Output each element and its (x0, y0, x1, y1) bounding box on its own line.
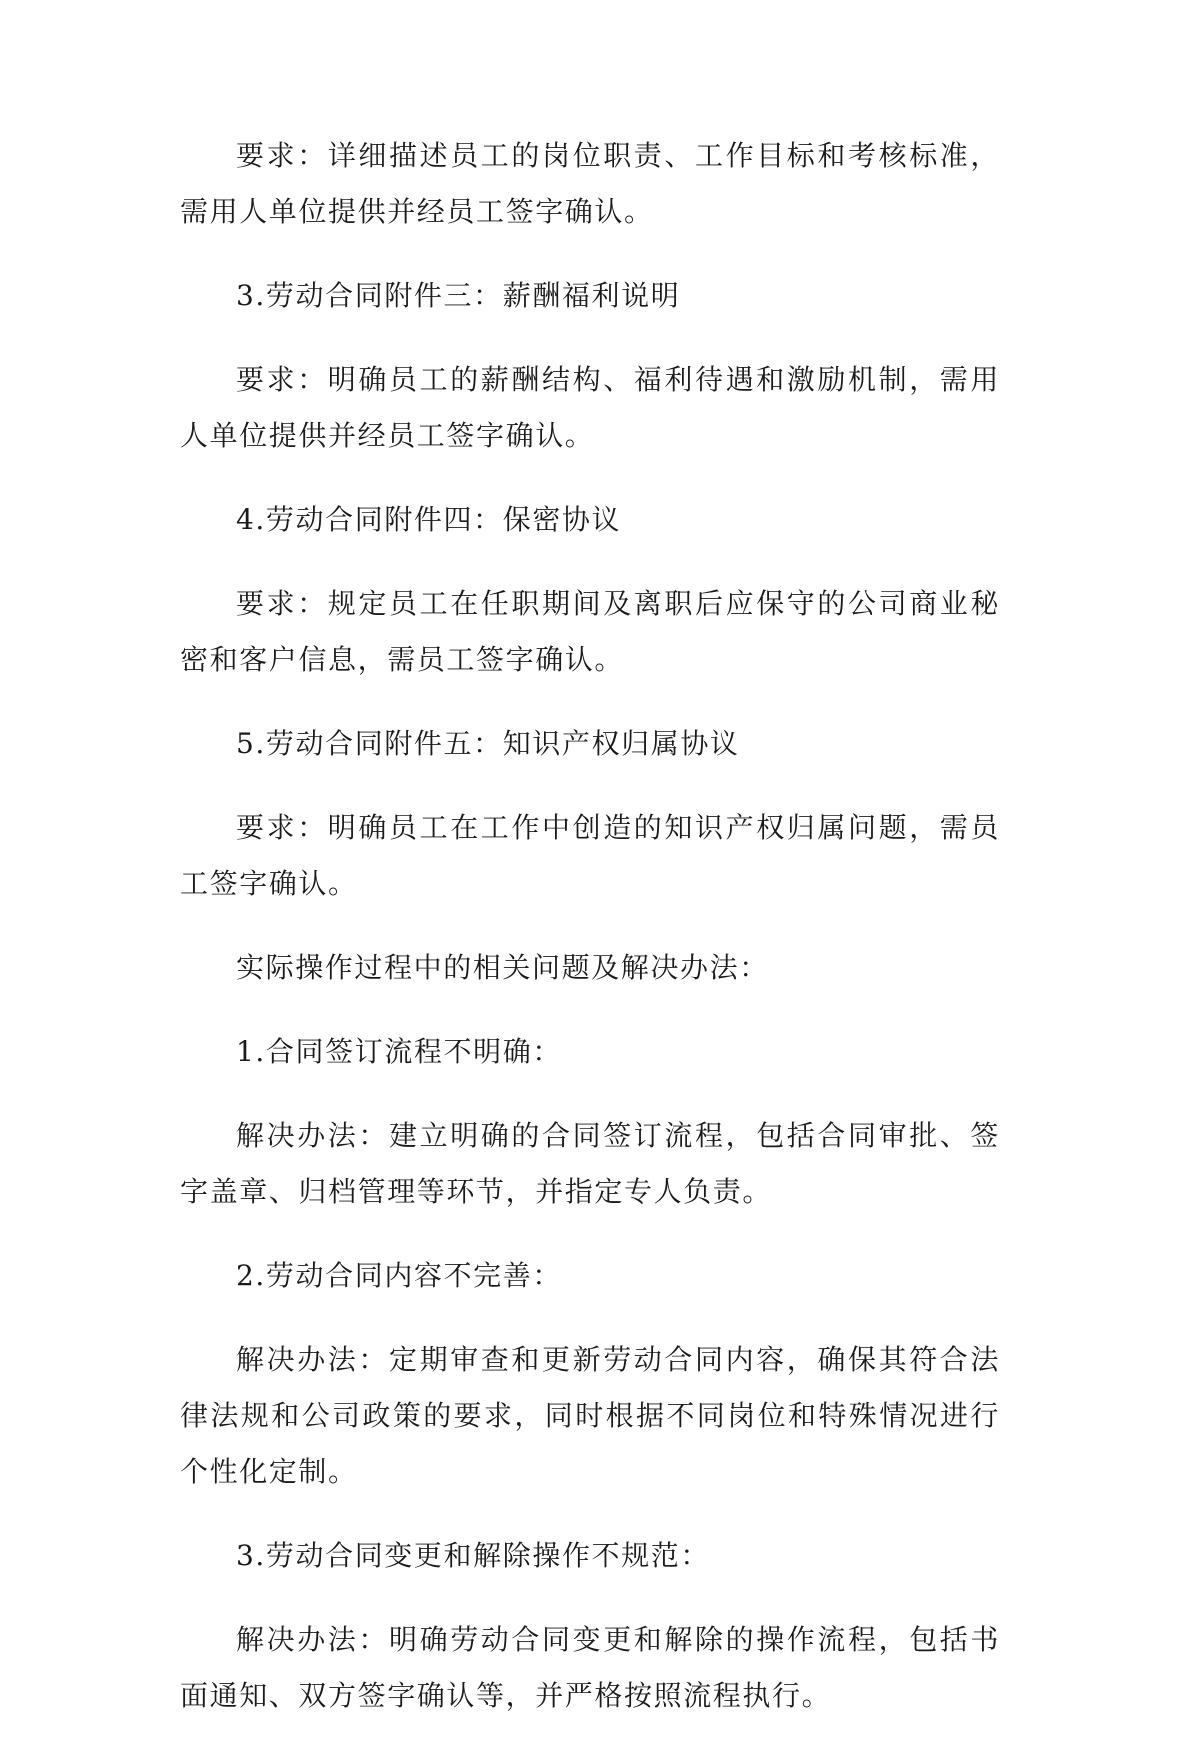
heading-appendix-four: 4.劳动合同附件四：保密协议 (236, 503, 622, 536)
paragraph-confidentiality-requirement: 要求：规定员工在任职期间及离职后应保守的公司商业秘密和客户信息，需员工签字确认。 (180, 587, 1000, 676)
heading-problem-three: 3.劳动合同变更和解除操作不规范： (236, 1539, 710, 1572)
paragraph-ip-requirement: 要求：明确员工在工作中创造的知识产权归属问题，需员工签字确认。 (180, 811, 1000, 900)
paragraph-solution-three: 解决办法：明确劳动合同变更和解除的操作流程，包括书面通知、双方签字确认等，并严格按照流程执行。 (180, 1623, 1000, 1712)
heading-appendix-five: 5.劳动合同附件五：知识产权归属协议 (236, 727, 740, 760)
paragraph-salary-requirement: 要求：明确员工的薪酬结构、福利待遇和激励机制，需用人单位提供并经员工签字确认。 (180, 363, 1000, 452)
document-body (180, 128, 1000, 1752)
heading-problems-and-solutions: 实际操作过程中的相关问题及解决办法： (236, 951, 769, 984)
heading-problem-two: 2.劳动合同内容不完善： (236, 1259, 562, 1292)
paragraph-job-description-requirement: 要求：详细描述员工的岗位职责、工作目标和考核标准，需用人单位提供并经员工签字确认。 (180, 139, 1000, 228)
heading-problem-one: 1.合同签订流程不明确： (236, 1035, 562, 1068)
paragraph-solution-two: 解决办法：定期审查和更新劳动合同内容，确保其符合法律法规和公司政策的要求，同时根据不同岗位和特殊情况进行个性化定制。 (180, 1343, 1000, 1488)
heading-appendix-three: 3.劳动合同附件三：薪酬福利说明 (236, 279, 681, 312)
paragraph-solution-one: 解决办法：建立明确的合同签订流程，包括合同审批、签字盖章、归档管理等环节，并指定专人负责。 (180, 1119, 1000, 1208)
